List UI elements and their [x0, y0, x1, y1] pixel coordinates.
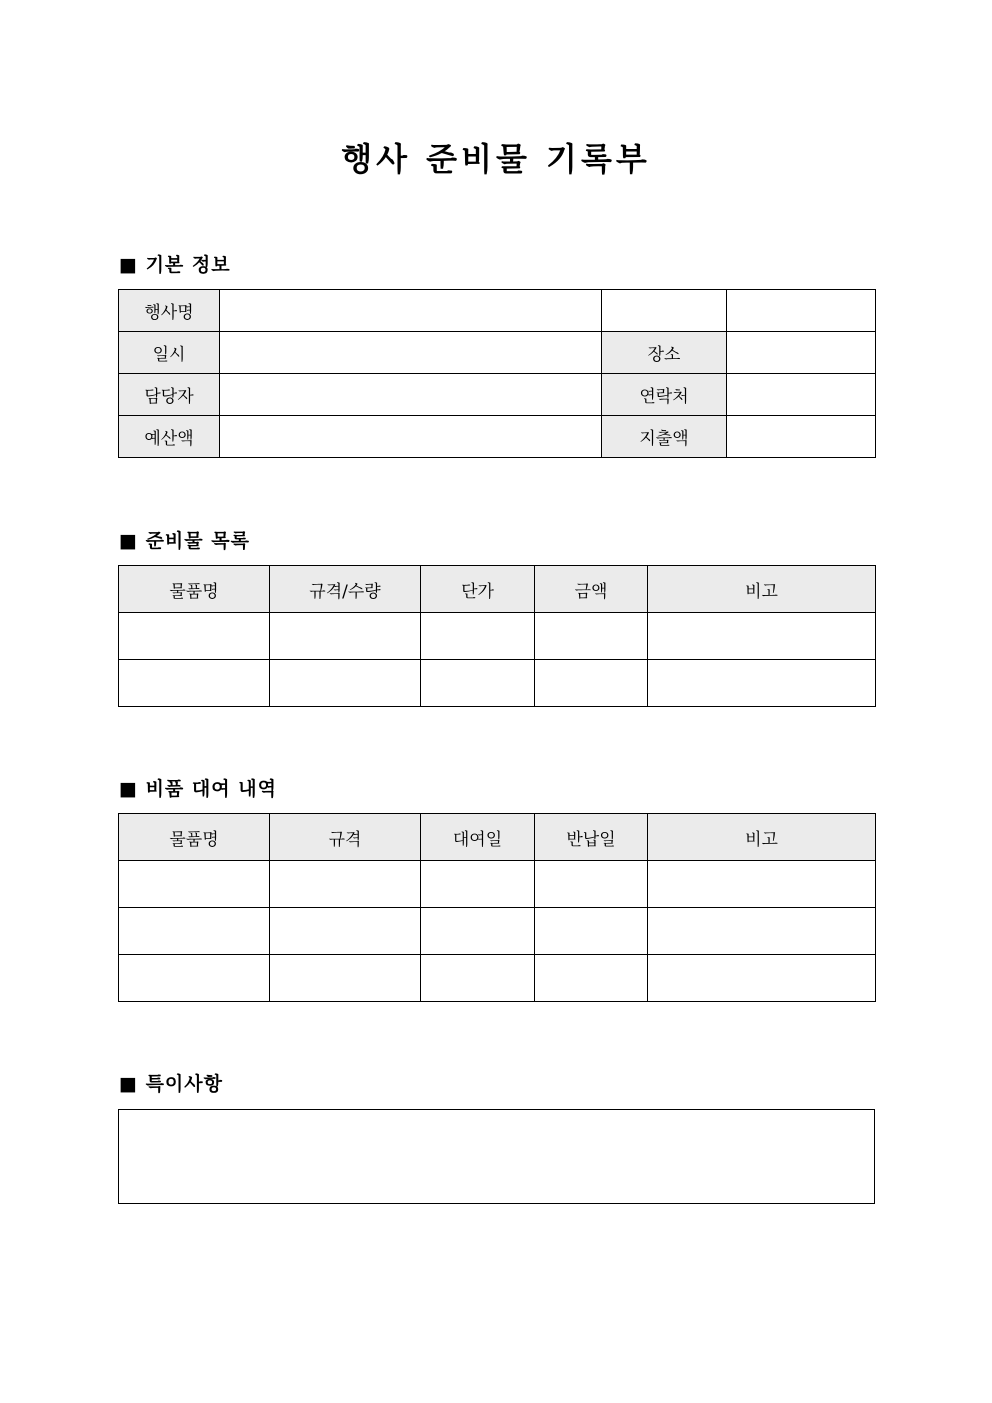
table-cell[interactable]: [270, 908, 421, 955]
table-cell[interactable]: [535, 613, 648, 660]
rental-table: [118, 813, 876, 1002]
prep-list-table: [118, 565, 876, 707]
event-name-field[interactable]: [220, 290, 602, 332]
table-cell[interactable]: [119, 908, 270, 955]
table-cell[interactable]: [648, 660, 876, 707]
column-header: 물품명: [119, 566, 270, 613]
table-row: [119, 908, 876, 955]
table-cell[interactable]: [119, 660, 270, 707]
datetime-label: 일시: [119, 332, 220, 374]
table-cell[interactable]: [270, 613, 421, 660]
table-cell[interactable]: [648, 613, 876, 660]
datetime-field[interactable]: [220, 332, 602, 374]
event-name-label: 행사명: [119, 290, 220, 332]
table-cell[interactable]: [535, 861, 648, 908]
table-cell[interactable]: [270, 861, 421, 908]
section-basic-info-heading: ■ 기본 정보: [119, 254, 231, 276]
table-cell[interactable]: [535, 660, 648, 707]
notes-field[interactable]: [118, 1109, 875, 1204]
contact-field[interactable]: [727, 374, 876, 416]
table-row: [119, 290, 876, 332]
table-cell[interactable]: [270, 660, 421, 707]
section-prep-list-heading: ■ 준비물 목록: [119, 530, 250, 552]
table-row: [119, 332, 876, 374]
spent-field[interactable]: [727, 416, 876, 458]
table-cell[interactable]: [119, 613, 270, 660]
page-title: 행사 준비물 기록부: [341, 140, 651, 178]
blank-value-field[interactable]: [727, 290, 876, 332]
table-cell[interactable]: [119, 861, 270, 908]
column-header: 대여일: [421, 814, 535, 861]
table-cell[interactable]: [648, 908, 876, 955]
table-cell[interactable]: [421, 955, 535, 1002]
table-row: [119, 861, 876, 908]
column-header: 단가: [421, 566, 535, 613]
spent-label: 지출액: [602, 416, 727, 458]
budget-field[interactable]: [220, 416, 602, 458]
table-cell[interactable]: [648, 955, 876, 1002]
blank-label-cell: [602, 290, 727, 332]
budget-label: 예산액: [119, 416, 220, 458]
table-cell[interactable]: [421, 660, 535, 707]
table-row: [119, 374, 876, 416]
column-header: 물품명: [119, 814, 270, 861]
table-row: [119, 955, 876, 1002]
column-header: 금액: [535, 566, 648, 613]
table-header-row: [119, 566, 876, 613]
table-header-row: [119, 814, 876, 861]
table-row: [119, 613, 876, 660]
table-row: [119, 416, 876, 458]
column-header: 비고: [648, 814, 876, 861]
column-header: 반납일: [535, 814, 648, 861]
column-header: 규격: [270, 814, 421, 861]
section-rental-heading: ■ 비품 대여 내역: [119, 778, 277, 800]
column-header: 규격/수량: [270, 566, 421, 613]
basic-info-table: [118, 289, 876, 458]
table-cell[interactable]: [270, 955, 421, 1002]
section-notes-heading: ■ 특이사항: [119, 1073, 223, 1095]
table-cell[interactable]: [421, 908, 535, 955]
table-cell[interactable]: [648, 861, 876, 908]
table-cell[interactable]: [119, 955, 270, 1002]
table-cell[interactable]: [421, 613, 535, 660]
column-header: 비고: [648, 566, 876, 613]
contact-label: 연락처: [602, 374, 727, 416]
place-label: 장소: [602, 332, 727, 374]
table-cell[interactable]: [421, 861, 535, 908]
manager-field[interactable]: [220, 374, 602, 416]
table-row: [119, 660, 876, 707]
table-cell[interactable]: [535, 955, 648, 1002]
manager-label: 담당자: [119, 374, 220, 416]
place-field[interactable]: [727, 332, 876, 374]
table-cell[interactable]: [535, 908, 648, 955]
